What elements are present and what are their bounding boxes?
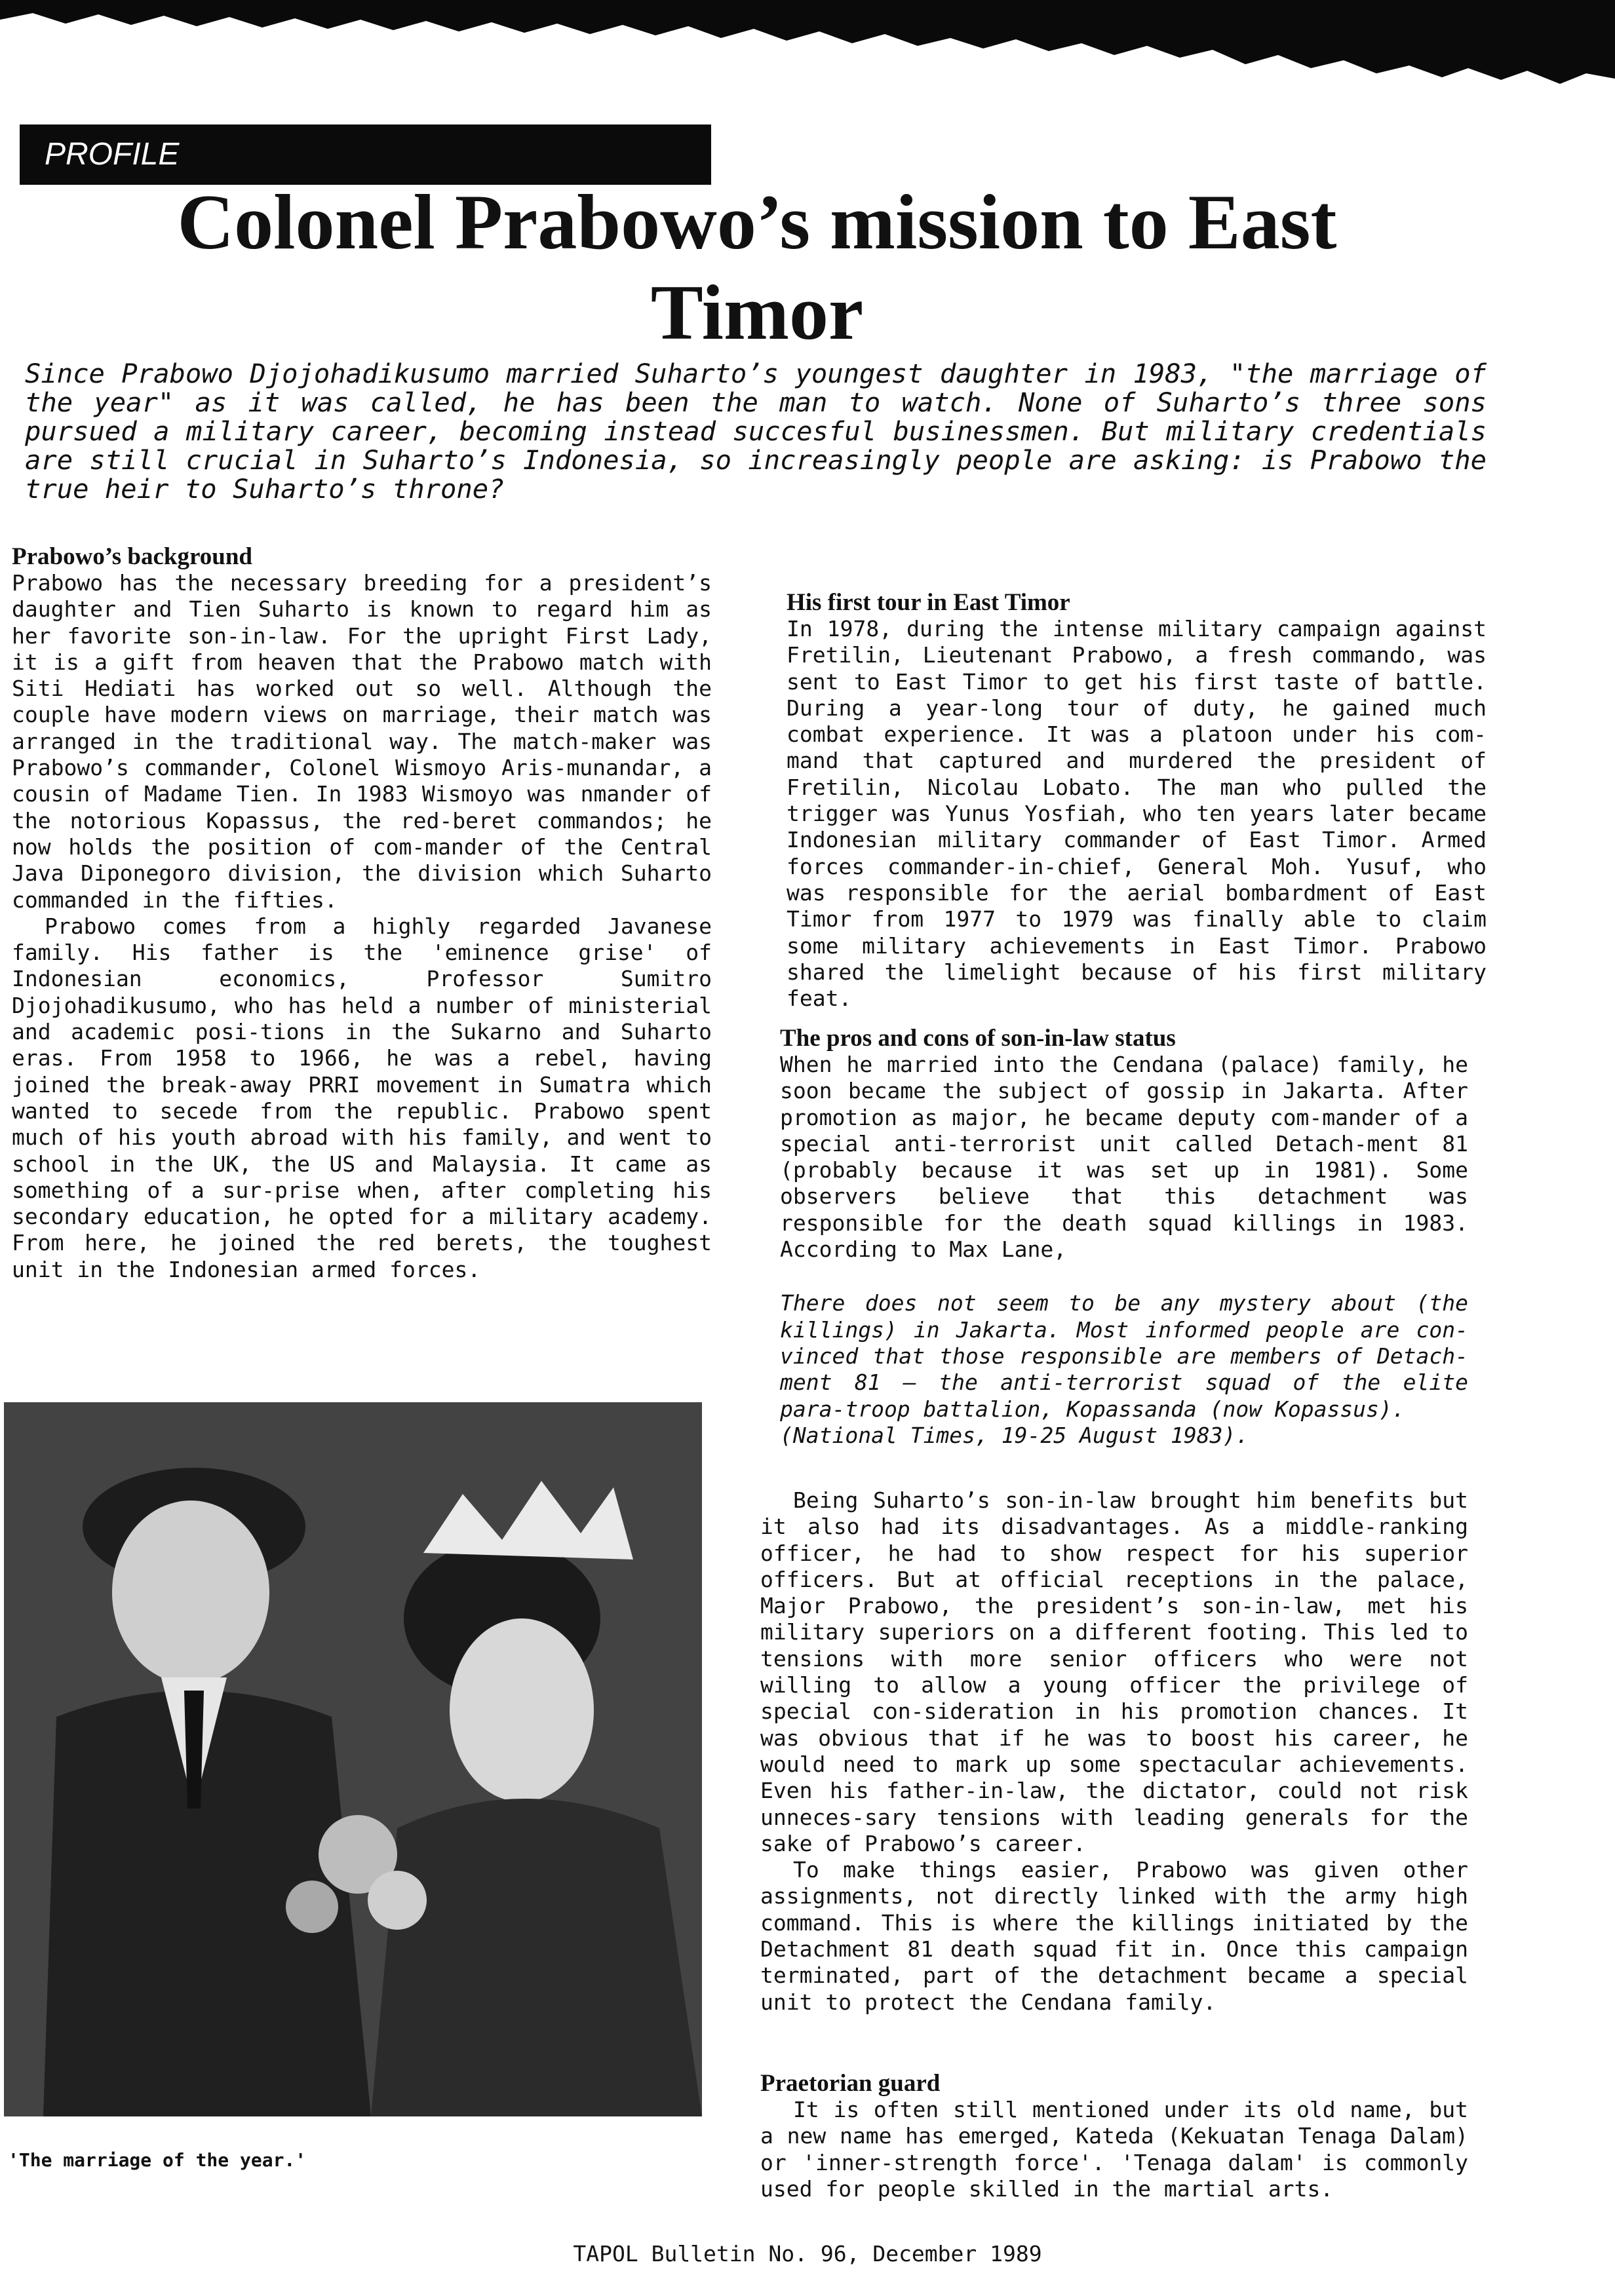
first-tour-paragraph: In 1978, during the intense military campaign against Fretilin, Lieutenant Prabowo, a fresh commando, was sent to East Timor to get his first taste of battle. During a year-long tour of duty, he gained much combat experience. It was a platoon under his com-mand that captured and murdered the president of Fretilin, Nicolau Lobato. The man who pulled the trigger was Yunus Yosfiah, who ten years later became Indonesian military commander of East Timor. Armed forces commander-in-chief, General Moh. Yusuf, who was responsible for the aerial bombardment of East Timor from 1977 to 1979 was finally able to claim some military achievements in East Timor. Prabowo shared the limelight because of his first military feat. [787,616,1487,1012]
section-label: PROFILE [20,124,711,185]
section-heading-background: Prabowo’s background [12,543,252,570]
praetorian-paragraph: It is often still mentioned under its old name, but a new name has emerged, Kateda (Kekuatan Tenaga Dalam) or 'inner-strength force'. 'Tenaga dalam' is commonly used for people skilled in the martial arts. [760,2097,1468,2202]
section-heading-praetorian: Praetorian guard [760,2070,941,2097]
block-quote-text: There does not seem to be any mystery about (the killings) in Jakarta. Most informed people are con-vinced that those responsible are members of Detach-ment 81 – the anti-terrorist squad of the elite para-troop battalion, Kopassanda (now Kopassus). [780,1290,1468,1422]
section-heading-first-tour: His first tour in East Timor [787,589,1070,616]
standfirst: Since Prabowo Djojohadikusumo married Suharto’s youngest daughter in 1983, "the marriage of the year" as it was called, he has been the man to watch. None of Suharto’s three sons pursued a military career, becoming instead succesful businessmen. But military credentials are still crucial in Suharto’s Indonesia, so increasingly people are asking: is Prabowo the true heir to Suharto’s throne? [25,358,1487,505]
pros-cons-paragraph-3: To make things easier, Prabowo was given other assignments, not directly linked with the army high command. This is where the killings initiated by the Detachment 81 death squad fit in. Once this campaign terminated, part of the detachment became a special unit to protect the Cendana family. [760,1857,1468,2015]
column-right-praetorian [760,2071,1468,2202]
page-footer: TAPOL Bulletin No. 96, December 1989 [573,2241,1042,2267]
background-paragraph-1: Prabowo has the necessary breeding for a president’s daughter and Tien Suharto is known to regard him as her favorite son-in-law. For the upright First Lady, it is a gift from heaven that the Prabowo match with Siti Hediati has worked out so well. Although the couple have modern views on marriage, their match was arranged in the traditional way. The match-maker was Prabowo’s commander, Colonel Wismoyo Aris-munandar, a cousin of Madame Tien. In 1983 Wismoyo was nmander of the notorious Kopassus, the red-beret commandos; he now holds the position of com-mander of the Central Java Diponegoro division, the division which Suharto commanded in the fifties. [12,570,712,913]
section-heading-pros-cons: The pros and cons of son-in-law status [780,1025,1176,1052]
column-right-first-tour [787,590,1487,1012]
column-right-pros-cons [780,1025,1468,1476]
photo-caption: 'The marriage of the year.' [8,2149,307,2171]
wedding-photo [4,1402,702,2116]
pros-cons-paragraph-1: When he married into the Cendana (palace) family, he soon became the subject of gossip in Jakarta. After promotion as major, he became deputy com-mander of a special anti-terrorist unit called Detach-ment 81 (probably because it was set up in 1981). Some observers believe that this detachment was responsible for the death squad killings in 1983. According to Max Lane, [780,1052,1468,1263]
headline: Colonel Prabowo’s mission to East Timor [177,178,1337,356]
column-left [12,544,712,1283]
pros-cons-paragraph-2: Being Suharto’s son-in-law brought him benefits but it also had its disadvantages. As a middle-ranking officer, he had to show respect for his superior officers. But at official receptions in the palace, Major Prabowo, the president’s son-in-law, met his military superiors on a different footing. This led to tensions with more senior officers who were not willing to allow a young officer the privilege of special con-sideration in his promotion chances. It was obvious that if he was to boost his career, he would need to mark up some spectacular achievements. Even his father-in-law, the dictator, could not risk unneces-sary tensions with leading generals for the sake of Prabowo’s career. [760,1487,1468,1856]
column-right-continued [760,1487,1468,2016]
torn-top-edge [0,0,1615,98]
block-quote-source: (National Times, 19-25 August 1983). [780,1422,1249,1448]
background-paragraph-2: Prabowo comes from a highly regarded Javanese family. His father is the 'eminence grise' of Indonesian economics, Professor Sumitro Djojohadikusumo, who has held a number of ministerial and academic posi-tions in the Sukarno and Suharto eras. From 1958 to 1966, he was a rebel, having joined the break-away PRRI movement in Sumatra which wanted to secede from the republic. Prabowo spent much of his youth abroad with his family, and went to school in the UK, the US and Malaysia. It came as something of a sur-prise when, after completing his secondary education, he opted for a military academy. From here, he joined the red berets, the toughest unit in the Indonesian armed forces. [12,913,712,1282]
block-quote [780,1290,1468,1449]
